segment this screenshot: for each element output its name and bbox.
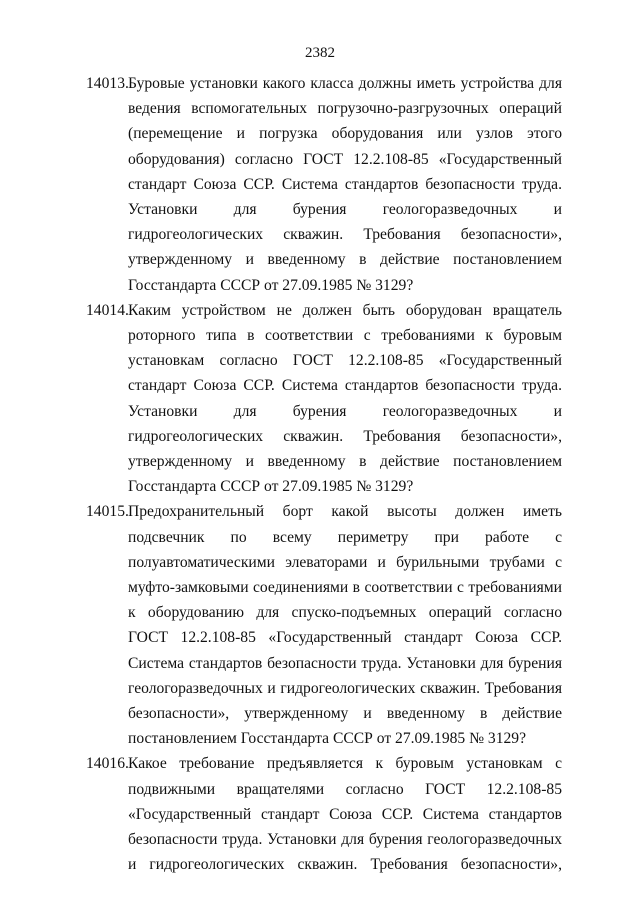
question-14013 — [86, 71, 562, 298]
question-list — [86, 71, 562, 878]
page-number: 2382 — [305, 45, 335, 61]
question-number: 14015. — [86, 503, 129, 521]
question-14016 — [86, 751, 562, 877]
question-text: Какое требование предъявляется к буровым установкам с подвижными вращателями согласно ГОСТ 12.2.108-85 «Государственный стандарт Союза ССР. Система стандартов безопасности труда. Установки для бурения геологоразведочных и гидрогеологических скважин. Требования безопасности», — [128, 755, 562, 874]
question-number: 14013. — [86, 75, 129, 92]
question-14014 — [86, 298, 562, 500]
question-text: Предохранительный борт какой высоты должен иметь подсвечник по всему периметру при работе с полуавтоматическими элеваторами и бурильными трубами с муфто-замковыми соединениями в соответствии с требованиями к оборудованию для спуско-подъемных операций согласно ГОСТ 12.2.108-85 «Государственный стандарт Союза ССР. Система стандартов безопасности труда. Установки для бурения геологоразведочных и гидрогеологических скважин. Требования безопасности», утвержденному и введенному в действие постановлением Госстандарта СССР от 27.09.1985 № 3129? — [128, 503, 562, 748]
question-number: 14016. — [86, 755, 129, 773]
question-text: Буровые установки какого класса должны иметь устройства для ведения вспомогательных погрузочно-разгрузочных операций (перемещение и погрузка оборудования или узлов этого оборудования) согласно ГОСТ 12.2.108-85 «Государственный стандарт Союза ССР. Система стандартов безопасности труда. Установки для бурения геологоразведочных и гидрогеологических скважин. Требования безопасности», утвержденному и введенному в действие постановлением Госстандарта СССР от 27.09.1985 № 3129? — [128, 75, 562, 294]
question-14015 — [86, 499, 562, 751]
question-number: 14014. — [86, 301, 129, 319]
question-text: Каким устройством не должен быть оборудован вращатель роторного типа в соответствии с требованиями к буровым установкам согласно ГОСТ 12.2.108-85 «Государственный стандарт Союза ССР. Система стандартов безопасности труда. Установки для бурения геологоразведочных и гидрогеологических скважин. Требования безопасности», утвержденному и введенному в действие постановлением Госстандарта СССР от 27.09.1985 № 3129? — [128, 301, 562, 496]
